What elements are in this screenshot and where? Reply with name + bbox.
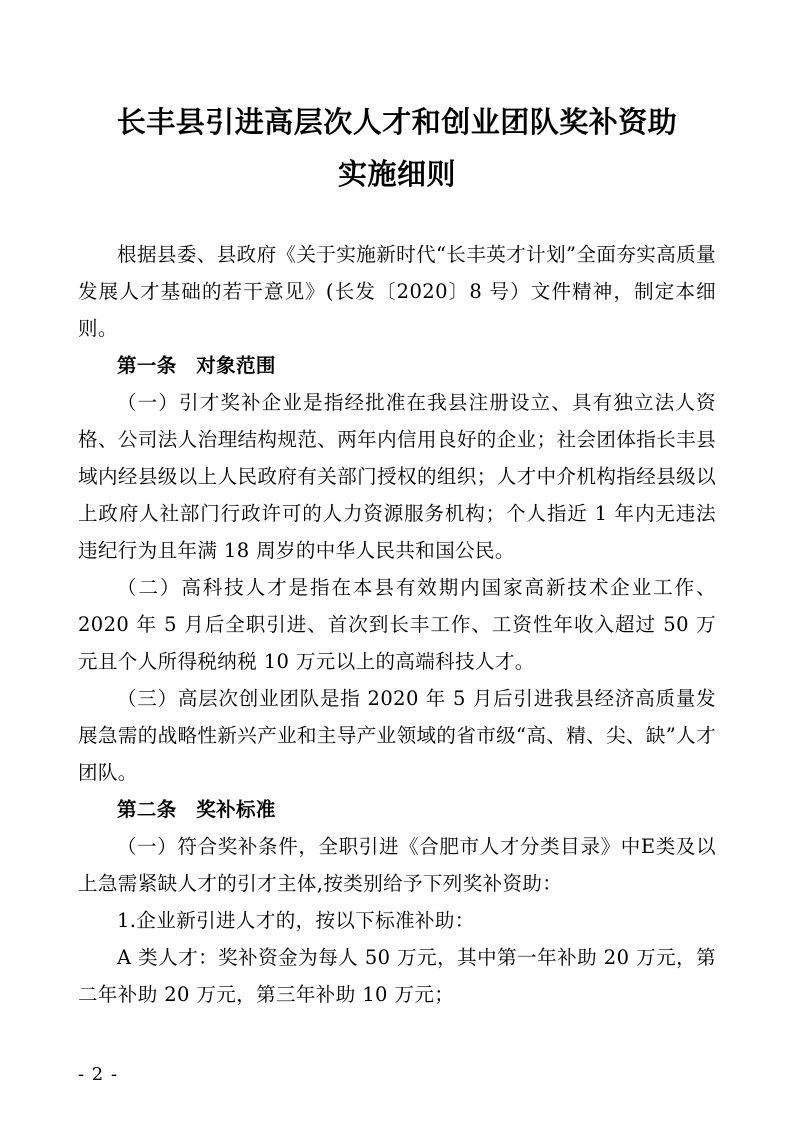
document-body — [78, 236, 716, 1013]
article-2-title: 奖补标准 — [196, 798, 276, 821]
paragraph-article-2-item-1-1: 1.企业新引进人才的，按以下标准补助： — [117, 909, 475, 932]
paragraph-article-2-item-1: （一）符合奖补条件，全职引进《合肥市人才分类目录》中E类及以上急需紧缺人才的引才主体,按类别给予下列奖补资助： — [78, 835, 716, 895]
paragraph-article-1-item-1: （一）引才奖补企业是指经批准在我县注册设立、具有独立法人资格、公司法人治理结构规范、两年内信用良好的企业；社会团体指长丰县域内经县级以上人民政府有关部门授权的组织；人才中介机构指经县级以上政府人社部门行政许可的人力资源服务机构；个人指近 1 年内无违法违纪行为且年满 18 周岁的中华人民共和国公民。 — [78, 391, 716, 562]
article-1-heading — [78, 347, 716, 384]
paragraph-article-1-item-3: （三）高层次创业团队是指 2020 年 5 月后引进我县经济高质量发展急需的战略性新兴产业和主导产业领域的省市级“高、精、尖、缺”人才团队。 — [78, 687, 716, 784]
title-line-1: 长丰县引进高层次人才和创业团队奖补资助 — [116, 105, 678, 139]
title-line-2: 实施细则 — [337, 157, 456, 191]
page-title — [78, 96, 716, 200]
paragraph-article-1-item-2: （二）高科技人才是指在本县有效期内国家高新技术企业工作、2020 年 5 月后全职引进、首次到长丰工作、工资性年收入超过 50 万元且个人所得税纳税 10 万元以上的高端科技人才。 — [78, 576, 716, 673]
article-1-title: 对象范围 — [196, 354, 276, 377]
article-2-label: 第二条 — [117, 798, 177, 821]
page-number: - 2 - — [78, 1064, 119, 1085]
paragraph-intro: 根据县委、县政府《关于实施新时代“长丰英才计划”全面夯实高质量发展人才基础的若干意见》(长发〔2020〕8 号）文件精神，制定本细则。 — [78, 243, 716, 340]
paragraph-article-2-item-1-1-a: A 类人才：奖补资金为每人 50 万元，其中第一年补助 20 万元，第二年补助 20 万元，第三年补助 10 万元； — [78, 946, 716, 1006]
article-2-heading — [78, 791, 716, 828]
article-1-label: 第一条 — [117, 354, 177, 377]
